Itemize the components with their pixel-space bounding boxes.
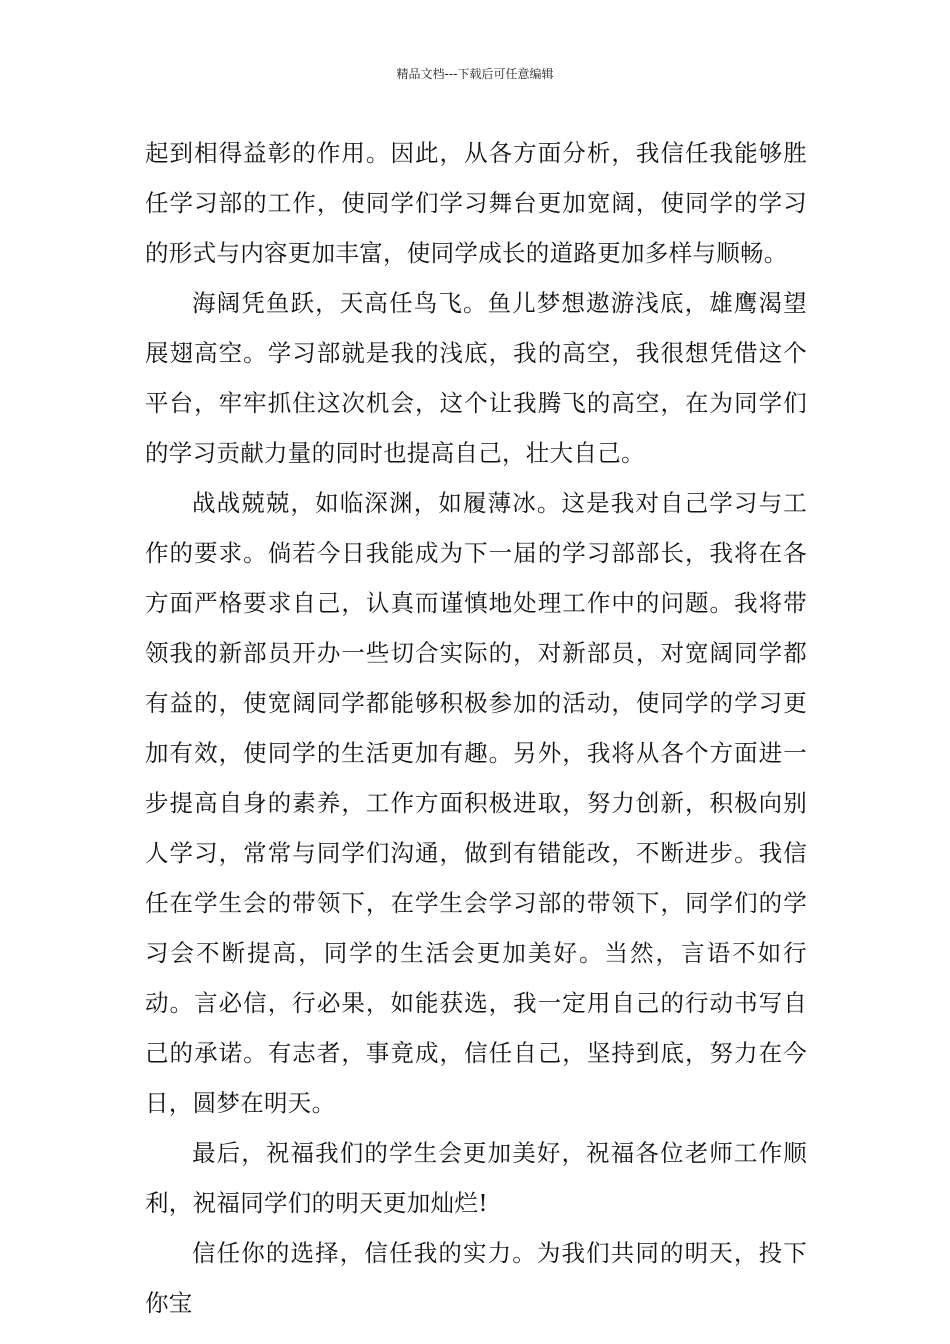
paragraph: 海阔凭鱼跃，天高任鸟飞。鱼儿梦想遨游浅底，雄鹰渴望展翅高空。学习部就是我的浅底，我的高空，我很想凭借这个平台，牢牢抓住这次机会，这个让我腾飞的高空，在为同学们的学习贡献力量的同时也提高自己，壮大自己。	[145, 289, 807, 467]
document-body	[145, 128, 807, 1328]
paragraph-truncated: 信任你的选择，信任我的实力。为我们共同的明天，投下你宝	[145, 1239, 807, 1317]
paragraph: 战战兢兢，如临深渊，如履薄冰。这是我对自己学习与工作的要求。倘若今日我能成为下一届的学习部部长，我将在各方面严格要求自己，认真而谨慎地处理工作中的问题。我将带领我的新部员开办一些切合实际的，对新部员，对宽阔同学都有益的，使宽阔同学都能够积极参加的活动，使同学的学习更加有效，使同学的生活更加有趣。另外，我将从各个方面进一步提高自身的素养，工作方面积极进取，努力创新，积极向别人学习，常常与同学们沟通，做到有错能改，不断进步。我信任在学生会的带领下，在学生会学习部的带领下，同学们的学习会不断提高，同学的生活会更加美好。当然，言语不如行动。言必信，行必果，如能获选，我一定用自己的行动书写自己的承诺。有志者，事竟成，信任自己，坚持到底，努力在今日，圆梦在明天。	[145, 489, 807, 1117]
page-header: 精品文档---下载后可任意编辑	[396, 67, 554, 81]
paragraph: 最后，祝福我们的学生会更加美好，祝福各位老师工作顺利，祝福同学们的明天更加灿烂!	[145, 1139, 807, 1217]
paragraph-continued: 起到相得益彰的作用。因此，从各方面分析，我信任我能够胜任学习部的工作，使同学们学习舞台更加宽阔，使同学的学习的形式与内容更加丰富，使同学成长的道路更加多样与顺畅。	[145, 139, 807, 267]
